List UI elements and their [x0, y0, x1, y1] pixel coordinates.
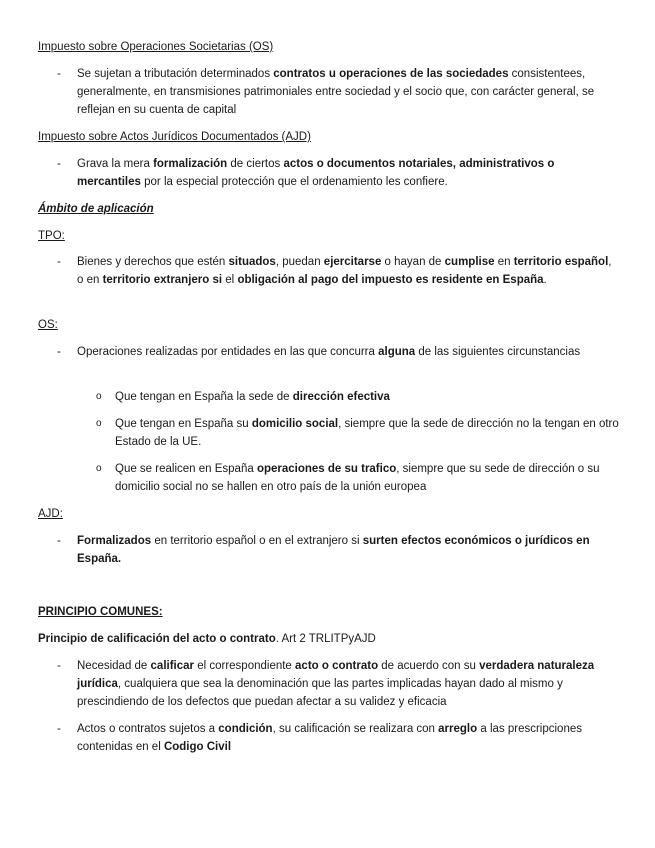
- os-scope-text: Operaciones realizadas por entidades en las que concurra alguna de las siguientes circunstancias: [77, 346, 581, 358]
- tpo-scope-text: Bienes y derechos que estén situados, puedan ejercitarse o hayan de cumplise en territorio español, o en territorio extranjero si el obligación al pago del impuesto es residente en España.: [77, 256, 612, 286]
- dash-marker: -: [57, 68, 61, 80]
- tpo-scope-item: [57, 253, 617, 289]
- circle-bullet-marker: o: [96, 418, 102, 429]
- os-definition-item: [57, 65, 617, 119]
- os-heading: Impuesto sobre Operaciones Societarias (OS): [38, 41, 274, 53]
- calificacion-text-2: Actos o contratos sujetos a condición, su calificación se realizara con arreglo a las prescripciones contenidas en el Codigo Civil: [77, 723, 582, 753]
- principios-heading: PRINCIPIO COMUNES:: [38, 606, 163, 618]
- dash-marker: -: [57, 158, 61, 170]
- ajd-definition-item: [57, 155, 617, 191]
- dash-marker: -: [57, 535, 61, 547]
- os-label: OS:: [38, 319, 58, 331]
- os-sub-item-3: [96, 460, 621, 496]
- circle-bullet-marker: o: [96, 391, 102, 402]
- ajd-label: AJD:: [38, 508, 63, 520]
- os-sub-text: Que tengan en España la sede de dirección efectiva: [115, 391, 390, 403]
- tpo-label: TPO:: [38, 230, 65, 242]
- os-scope-item: [57, 343, 617, 361]
- calificacion-item-2: [57, 720, 617, 756]
- circle-bullet-marker: o: [96, 463, 102, 474]
- os-sub-item-1: [96, 388, 621, 406]
- os-sub-item-2: [96, 415, 621, 451]
- calificacion-text-1: Necesidad de calificar el correspondiente acto o contrato de acuerdo con su verdadera naturaleza jurídica, cualquiera que sea la denominación que las partes implicadas hayan dado al mismo y prescindiendo de los defectos que puedan afectar a su validez y eficacia: [77, 660, 595, 708]
- os-sub-text: Que tengan en España su domicilio social, siempre que la sede de dirección no la tengan en otro Estado de la UE.: [115, 418, 619, 448]
- ajd-heading: Impuesto sobre Actos Jurídicos Documentados (AJD): [38, 131, 311, 143]
- ajd-scope-item: [57, 532, 617, 568]
- dash-marker: -: [57, 256, 61, 268]
- dash-marker: -: [57, 660, 61, 672]
- os-definition-text: Se sujetan a tributación determinados contratos u operaciones de las sociedades consistentees, generalmente, en transmisiones patrimoniales entre sociedad y el socio que, con carácter general, se reflejan en su cuenta de capital: [77, 68, 595, 116]
- dash-marker: -: [57, 723, 61, 735]
- calificacion-item-1: [57, 657, 617, 711]
- dash-marker: -: [57, 346, 61, 358]
- calificacion-heading: Principio de calificación del acto o contrato. Art 2 TRLITPyAJD: [38, 633, 376, 645]
- ajd-scope-text: Formalizados en territorio español o en el extranjero si surten efectos económicos o jurídicos en España.: [77, 535, 590, 565]
- ajd-definition-text: Grava la mera formalización de ciertos actos o documentos notariales, administrativos o mercantiles por la especial protección que el ordenamiento les confiere.: [77, 158, 555, 188]
- os-sub-text: Que se realicen en España operaciones de su trafico, siempre que su sede de dirección o su domicilio social no se hallen en otro país de la unión europea: [115, 463, 600, 493]
- ambito-heading: Ámbito de aplicación: [38, 203, 154, 215]
